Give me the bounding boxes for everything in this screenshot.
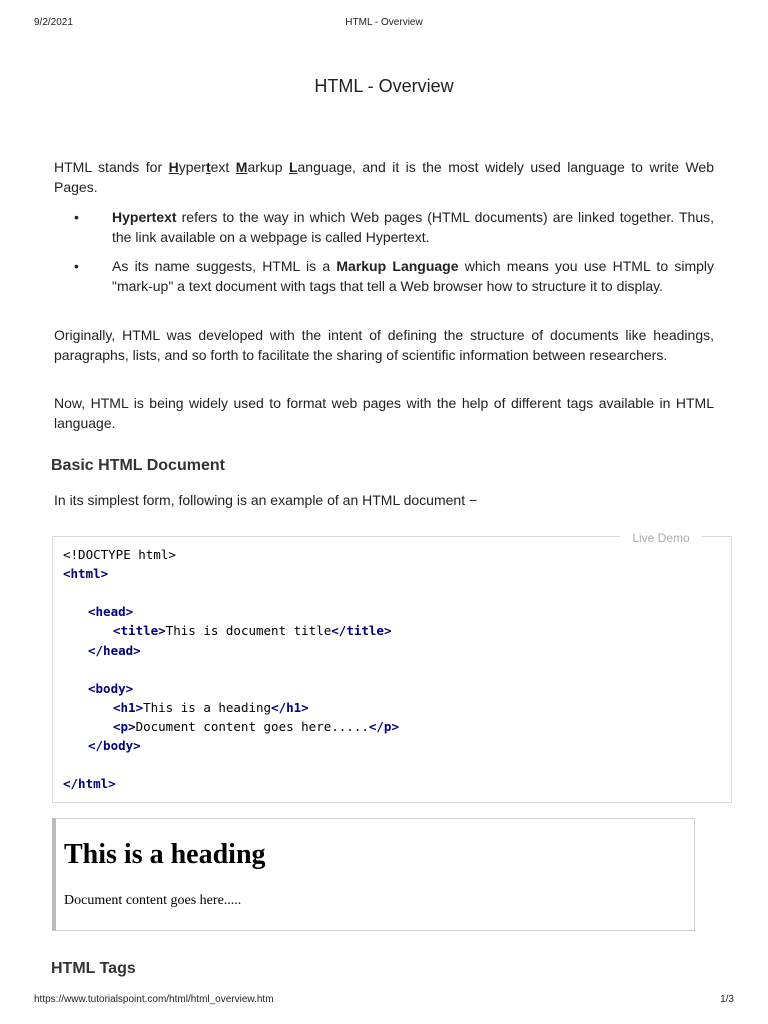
basic-intro: In its simplest form, following is an example of an HTML document − bbox=[54, 492, 478, 508]
intro-m: M bbox=[235, 159, 248, 175]
code-html-open: <html> bbox=[63, 566, 109, 581]
bullet-text: Hypertext refers to the way in which Web pages (HTML documents) are linked together. Thus, the link available on a webpage is called Hypertext. bbox=[112, 209, 714, 245]
intro-after: anguage, and it is the most widely used language to write Web Pages. bbox=[54, 159, 714, 195]
intro-h: H bbox=[168, 159, 179, 175]
rendered-preview bbox=[52, 818, 695, 931]
code-block bbox=[52, 536, 732, 803]
code-body-open: <body> bbox=[88, 681, 134, 696]
code-head-close: </head> bbox=[88, 643, 141, 658]
bullet-dot: • bbox=[74, 209, 79, 225]
bullet-dot: • bbox=[74, 258, 79, 274]
intro-yper: yper bbox=[178, 159, 206, 175]
live-demo-link[interactable]: Live Demo bbox=[620, 529, 702, 547]
intro-ext: ext bbox=[210, 159, 236, 175]
page-title: HTML - Overview bbox=[314, 76, 454, 96]
preview-paragraph: Document content goes here..... bbox=[64, 893, 242, 908]
page-number: 1/3 bbox=[720, 994, 734, 1005]
code-doctype: <!DOCTYPE html> bbox=[63, 547, 176, 562]
section-heading-basic: Basic HTML Document bbox=[51, 457, 225, 474]
paragraph-originally: Originally, HTML was developed with the intent of defining the structure of documents like headings, paragraphs, lists, and so forth to facilitate the sharing of scientific information between researchers. bbox=[54, 327, 714, 363]
code-head-open: <head> bbox=[88, 604, 134, 619]
print-title: HTML - Overview bbox=[345, 17, 423, 28]
intro-paragraph bbox=[54, 157, 714, 197]
paragraph-now: Now, HTML is being widely used to format web pages with the help of different tags available in HTML language. bbox=[54, 395, 714, 431]
print-date: 9/2/2021 bbox=[34, 17, 73, 28]
intro-t: t bbox=[205, 159, 211, 175]
intro-text: HTML stands for bbox=[54, 159, 169, 175]
print-footer bbox=[34, 994, 734, 1008]
print-header bbox=[34, 17, 734, 31]
code-html-close: </html> bbox=[63, 776, 116, 791]
code-body-close: </body> bbox=[88, 738, 141, 753]
preview-heading: This is a heading bbox=[64, 839, 266, 870]
intro-arkup: arkup bbox=[247, 159, 289, 175]
intro-l: L bbox=[288, 159, 298, 175]
bullet-text: As its name suggests, HTML is a Markup Language which means you use HTML to simply "mark-up" a text document with tags that tell a Web browser how to structure it to display. bbox=[112, 258, 715, 294]
code-title-line: <title>This is document title</title> bbox=[113, 623, 392, 638]
print-url: https://www.tutorialspoint.com/html/html_overview.htm bbox=[34, 994, 274, 1005]
section-heading-tags: HTML Tags bbox=[51, 960, 136, 977]
code-h1-line: <h1>This is a heading</h1> bbox=[113, 700, 309, 715]
code-p-line: <p>Document content goes here.....</p> bbox=[113, 719, 399, 734]
